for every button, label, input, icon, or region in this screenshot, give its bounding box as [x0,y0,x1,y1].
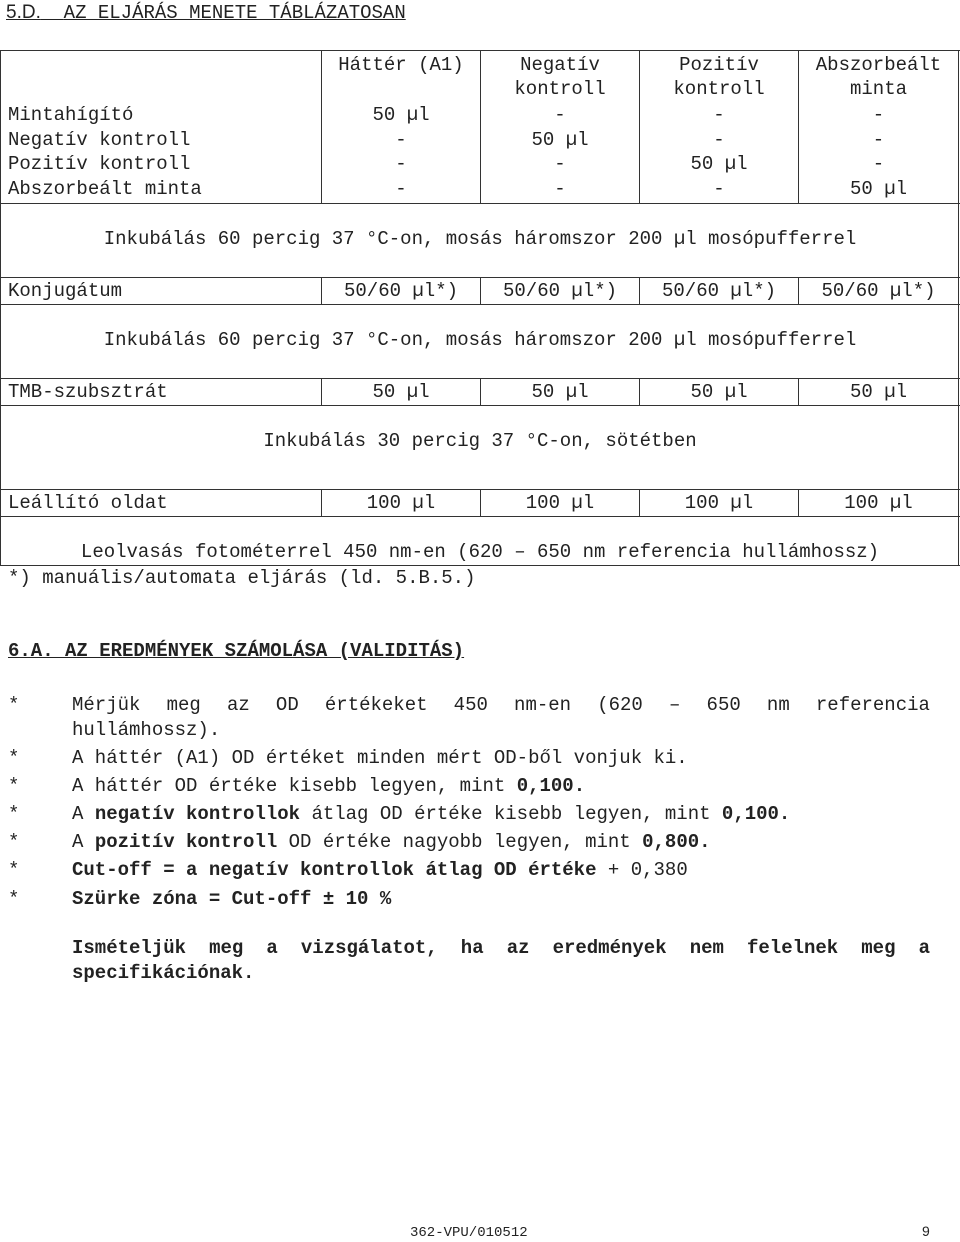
bullet-word: nm-en [514,694,572,716]
bullet-word: referencia [815,694,930,716]
note-word: meg [861,937,896,959]
table-cell: - [395,178,407,200]
bullet-marker: * [8,803,20,825]
note-word: a [918,937,930,959]
incubation-step: Inkubálás 60 percig 37 °C-on, mosás háromszor 200 µl mosópufferrel [103,228,857,250]
bullet-word: – [668,694,681,716]
table-cell: - [395,153,407,175]
note-word: Ismételjük [72,937,187,959]
row-label: Abszorbeált minta [8,178,202,200]
bullet-text-line: A negatív kontrollok átlag OD értéke kisebb legyen, mint 0,100. [72,803,791,825]
row-label-tmb: TMB-szubsztrát [8,381,168,403]
table-cell: 50 µl [849,381,907,403]
row-label-conjugate: Konjugátum [8,280,123,302]
bullet-text-line: A pozitív kontroll OD értéke nagyobb legyen, mint 0,800. [72,831,711,853]
column-header-negative-control: Negatív kontroll [514,54,606,100]
table-cell: 100 µl [525,492,595,514]
note-word: felelnek [746,937,839,959]
row-label-stop-solution: Leállító oldat [8,492,168,514]
table-cell: - [395,129,407,151]
bullet-word: nm [766,694,790,716]
bullet-marker: * [8,694,20,716]
table-cell: 100 µl [366,492,436,514]
repeat-note-line [72,937,930,959]
bullet-text-line: A háttér (A1) OD értéket minden mért OD-ből vonjuk ki. [72,747,688,769]
note-word: ha [460,937,484,959]
row-label: Negatív kontroll [8,129,191,151]
table-cell: 50 µl [372,381,430,403]
table-cell: - [554,104,566,126]
bullet-word: (620 [597,694,643,716]
document-code: 362-VPU/010512 [410,1225,528,1241]
bullet-word: OD [275,694,299,716]
table-cell: - [554,153,566,175]
table-cell: - [872,104,885,126]
table-cell: - [872,153,885,175]
table-cell: 50 µl [372,104,430,126]
bullet-word: 650 [706,694,741,716]
bullet-text-line [72,694,930,716]
table-cell: 50/60 µl*) [821,280,936,302]
table-cell: 50/60 µl*) [502,280,618,302]
table-footnote: *) manuális/automata eljárás (ld. 5.B.5.) [8,567,476,589]
bullet-marker: * [8,859,20,881]
bullet-word: meg [166,694,201,716]
reading-step: Leolvasás fotométerrel 450 nm-en (620 – 650 nm referencia hullámhossz) [80,541,880,563]
bullet-marker: * [8,888,20,910]
bullet-text-line: Cut-off = a negatív kontrollok átlag OD értéke + 0,380 [72,859,688,881]
table-cell: 50 µl [690,153,748,175]
repeat-note-line: specifikációnak. [72,962,255,984]
incubation-step: Inkubálás 60 percig 37 °C-on, mosás háromszor 200 µl mosópufferrel [103,329,857,351]
incubation-step: Inkubálás 30 percig 37 °C-on, sötétben [263,430,697,452]
table-cell: 50 µl [531,381,589,403]
column-header-absorbed-sample: Abszorbeált minta [815,54,942,100]
section-number: 5.D. [6,2,41,23]
section-heading-6a: 6.A. AZ EREDMÉNYEK SZÁMOLÁSA (VALIDITÁS) [8,640,465,662]
table-cell: 50/60 µl*) [343,280,459,302]
note-word: az [506,937,530,959]
table-bottom-border [0,565,960,566]
note-word: eredmények [552,937,667,959]
page-number: 9 [922,1223,930,1239]
table-cell: - [713,129,725,151]
column-header-positive-control: Pozitív kontroll [673,54,765,100]
bullet-word: értékeket [324,694,428,716]
row-label: Mintahígító [8,104,134,126]
table-cell: 50 µl [531,129,589,151]
bullet-word: Mérjük [72,694,141,716]
note-word: vizsgálatot, [300,937,438,959]
note-word: nem [689,937,724,959]
bullet-word: az [226,694,250,716]
bullet-text-line: A háttér OD értéke kisebb legyen, mint 0,100. [72,775,586,797]
bullet-text-line: Szürke zóna = Cut-off ± 10 % [72,888,392,910]
table-cell: 100 µl [844,492,913,514]
column-header-background: Háttér (A1) [338,54,464,76]
note-word: meg [209,937,244,959]
table-cell: 50 µl [690,381,748,403]
bullet-marker: * [8,775,20,797]
table-cell: 100 µl [684,492,754,514]
table-cell: 50 µl [849,178,907,200]
note-word: a [266,937,278,959]
bullet-text-line: hullámhossz). [72,719,221,741]
section-heading-5d [6,2,406,24]
table-cell: 50/60 µl*) [661,280,777,302]
section-title: AZ ELJÁRÁS MENETE TÁBLÁZATOSAN [63,2,406,24]
table-cell: - [713,178,725,200]
bullet-marker: * [8,747,20,769]
table-cell: - [713,104,725,126]
bullet-word: 450 [453,694,488,716]
row-label: Pozitív kontroll [8,153,191,175]
table-cell: - [872,129,885,151]
table-cell: - [554,178,566,200]
bullet-marker: * [8,831,20,853]
